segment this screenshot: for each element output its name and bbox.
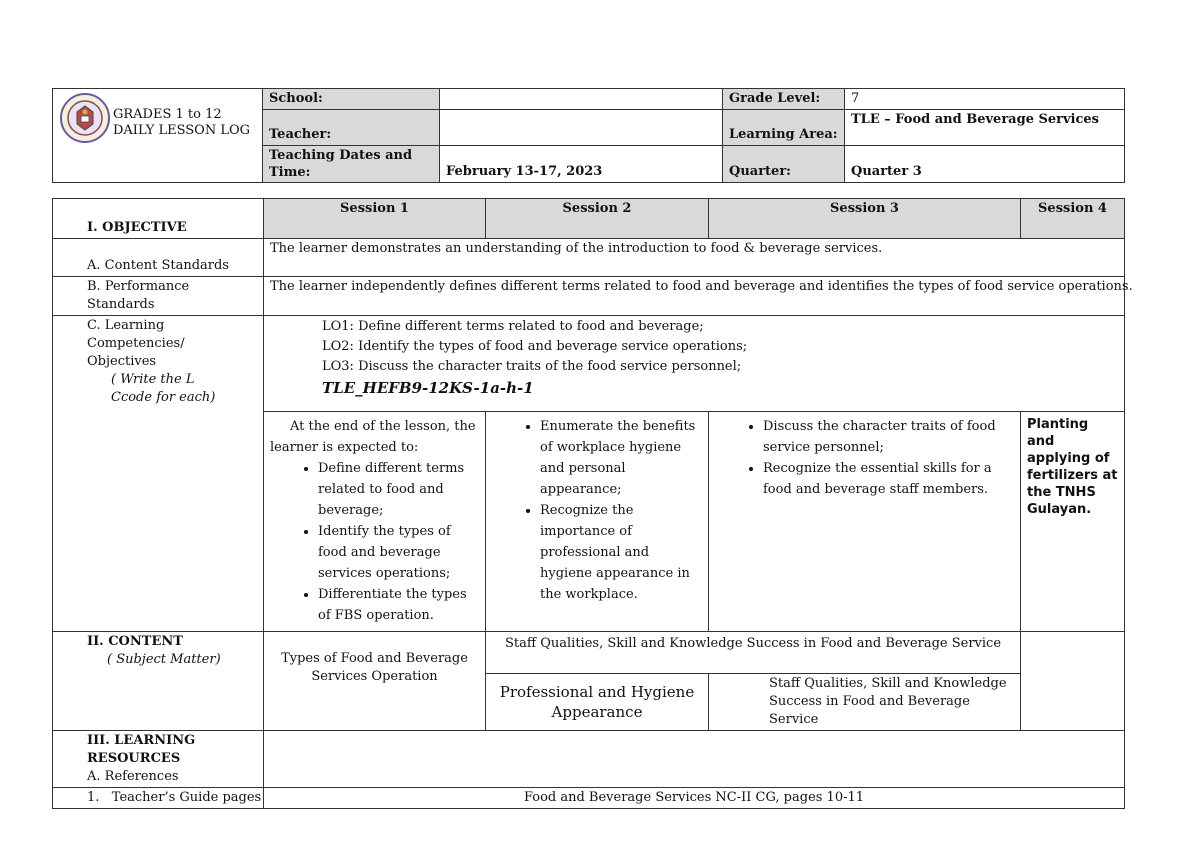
session-3-objectives bbox=[709, 412, 1021, 632]
list-item: • Recognize the essential skills for a food and beverage staff members. bbox=[763, 458, 1014, 500]
session-1-content: Types of Food and Beverage Services Operation bbox=[264, 632, 486, 731]
performance-standards-label: B. Performance Standards bbox=[53, 277, 264, 316]
content-standards-text: The learner demonstrates an understanding of the introduction to food & beverage services. bbox=[264, 239, 1125, 277]
teaching-dates-value: February 13-17, 2023 bbox=[440, 146, 723, 183]
resources-heading-cell bbox=[53, 731, 264, 788]
school-value bbox=[440, 89, 723, 110]
session-1-header: Session 1 bbox=[264, 199, 486, 239]
lc-code: TLE_HEFB9-12KS-1a-h-1 bbox=[322, 379, 534, 397]
quarter-value: Quarter 3 bbox=[845, 146, 1125, 183]
content-standards-label: A. Content Standards bbox=[53, 239, 264, 277]
competencies-note: ( Write the L Ccode for each) bbox=[111, 372, 216, 405]
session-2-objective-list bbox=[492, 416, 702, 605]
lo3-text: LO3: Discuss the character traits of the food service personnel; bbox=[322, 359, 742, 374]
list-item: • Recognize the importance of professional and hygiene appearance in the workplace. bbox=[540, 500, 702, 605]
session-2-objectives bbox=[486, 412, 709, 632]
dll-title-line2: DAILY LESSON LOG bbox=[113, 123, 251, 138]
session-1-objective-list bbox=[270, 458, 479, 626]
session-2-header: Session 2 bbox=[486, 199, 709, 239]
session-2-content: Professional and Hygiene Appearance bbox=[486, 674, 709, 731]
header-logo-cell bbox=[53, 89, 263, 183]
list-item: • Identify the types of food and beverage services operations; bbox=[318, 521, 479, 584]
learning-area-value: TLE – Food and Beverage Services bbox=[845, 110, 1125, 146]
performance-standards-text: The learner independently defines different terms related to food and beverage and identifies the types of food service operations. bbox=[264, 277, 1125, 316]
competencies-cell bbox=[53, 316, 264, 632]
teacher-label: Teacher: bbox=[263, 110, 440, 146]
session-3-objective-list bbox=[715, 416, 1014, 500]
teacher-value bbox=[440, 110, 723, 146]
grade-level-label: Grade Level: bbox=[723, 89, 845, 110]
session-4-header: Session 4 bbox=[1021, 199, 1125, 239]
grade-level-value: 7 bbox=[845, 89, 1125, 110]
objective-heading: I. OBJECTIVE bbox=[53, 199, 264, 239]
session-4-activity: Planting and applying of fertilizers at the TNHS Gulayan. bbox=[1021, 412, 1125, 632]
competencies-label: C. Learning Competencies/ Objectives bbox=[87, 318, 185, 369]
content-heading-cell bbox=[53, 632, 264, 731]
references-value bbox=[264, 731, 1125, 788]
content-heading: II. CONTENT bbox=[87, 634, 183, 649]
session-1-objectives bbox=[264, 412, 486, 632]
teaching-dates-label: Teaching Dates and Time: bbox=[263, 146, 440, 183]
list-item: • Define different terms related to food and beverage; bbox=[318, 458, 479, 521]
quarter-label: Quarter: bbox=[723, 146, 845, 183]
sessions-2-3-content: Staff Qualities, Skill and Knowledge Success in Food and Beverage Service bbox=[486, 632, 1021, 674]
session-3-content: Staff Qualities, Skill and Knowledge Success in Food and Beverage Service bbox=[709, 674, 1021, 731]
learning-area-label: Learning Area: bbox=[723, 110, 845, 146]
learning-outcomes-cell bbox=[264, 316, 1125, 412]
lo1-text: LO1: Define different terms related to food and beverage; bbox=[322, 319, 704, 334]
session-3-header: Session 3 bbox=[709, 199, 1021, 239]
list-item: • Discuss the character traits of food service personnel; bbox=[763, 416, 1014, 458]
teachers-guide-label: 1. Teacher’s Guide pages bbox=[53, 788, 264, 809]
session-1-intro: At the end of the lesson, the learner is expected to: bbox=[270, 419, 476, 455]
school-label: School: bbox=[263, 89, 440, 110]
deped-seal-icon bbox=[59, 92, 111, 144]
list-item: • Differentiate the types of FBS operation. bbox=[318, 584, 479, 626]
resources-heading: III. LEARNING RESOURCES bbox=[87, 733, 196, 766]
header-table bbox=[52, 88, 1125, 183]
list-item: • Enumerate the benefits of workplace hygiene and personal appearance; bbox=[540, 416, 702, 500]
lesson-table bbox=[52, 198, 1133, 809]
dll-title-line1: GRADES 1 to 12 bbox=[113, 107, 222, 122]
session-4-content bbox=[1021, 632, 1125, 731]
teachers-guide-value: Food and Beverage Services NC-II CG, pages 10-11 bbox=[264, 788, 1125, 809]
lo2-text: LO2: Identify the types of food and beverage service operations; bbox=[322, 339, 748, 354]
content-subheading: ( Subject Matter) bbox=[107, 652, 221, 667]
references-label: A. References bbox=[87, 769, 179, 784]
